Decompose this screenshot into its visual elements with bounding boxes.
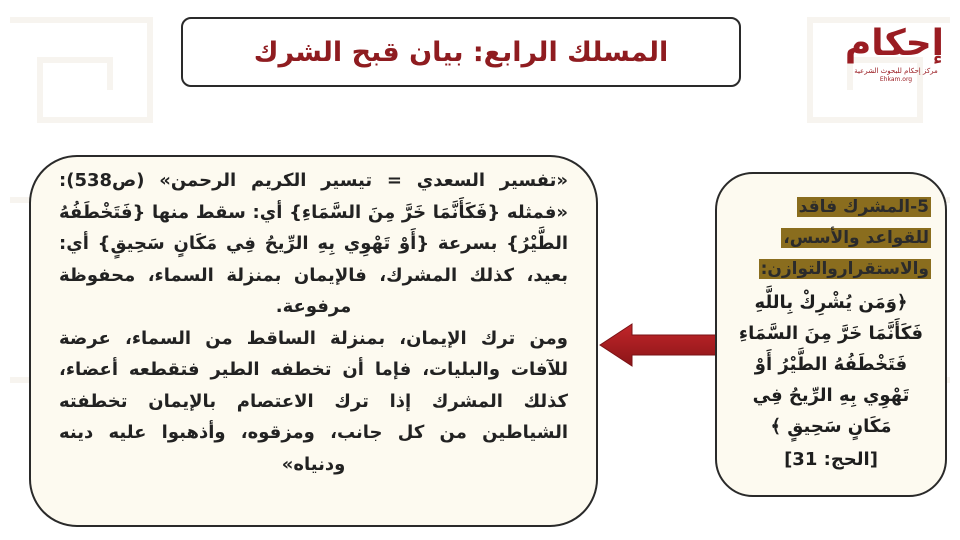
logo-subtitle: مركز إحكام للبحوث الشرعية bbox=[854, 67, 938, 75]
left-arrow-icon bbox=[598, 322, 718, 368]
logo-latin: Ehkam.org bbox=[879, 76, 913, 83]
logo-name: إحكام bbox=[844, 23, 944, 64]
verse-reference: [الحج: 31] bbox=[784, 449, 878, 470]
point-box bbox=[715, 172, 947, 497]
tafsir-text-continued: ومن ترك الإيمان، بمنزلة الساقط من السماء، عرضة للآفات والبليات، فإما أن تخطفه الطير فتقطعه أعضاء، كذلك المشرك إذا ترك الاعتصام بالإيمان تخطفته الشياطين من كل جانب، ومزقوه، وأذهبوا عليه دينه ودنياه» bbox=[59, 327, 568, 475]
tafsir-box bbox=[29, 155, 598, 527]
title-box bbox=[181, 17, 741, 87]
point-heading-wrap bbox=[731, 192, 931, 285]
ehkam-logo-icon bbox=[844, 22, 944, 102]
quran-verse: ﴿وَمَن يُشْرِكْ بِاللَّهِ فَكَأَنَّمَا خَرَّ مِنَ السَّمَاءِ فَتَخْطَفُهُ الطَّيْرُ أَوْ تَهْوِي بِهِ الرِّيحُ فِي مَكَانٍ سَحِيقٍ ﴾ bbox=[738, 292, 924, 437]
tafsir-text: «تفسير السعدي = تيسير الكريم الرحمن» (ص538): «فمثله {فَكَأَنَّمَا خَرَّ مِنَ السَّمَاءِ} أي: سقط منها {فَتَخْطَفُهُ الطَّيْرُ} بسرعة {أَوْ تَهْوِي بِهِ الرِّيحُ فِي مَكَانٍ سَحِيقٍ} أي: بعيد، كذلك المشرك، فالإيمان بمنزلة السماء، محفوظة مرفوعة. bbox=[59, 170, 568, 317]
slide-title: المسلك الرابع: بيان قبح الشرك bbox=[253, 36, 669, 68]
point-heading: 5-المشرك فاقد للقواعد والأسس، والاستقراروالتوازن: bbox=[760, 197, 929, 279]
